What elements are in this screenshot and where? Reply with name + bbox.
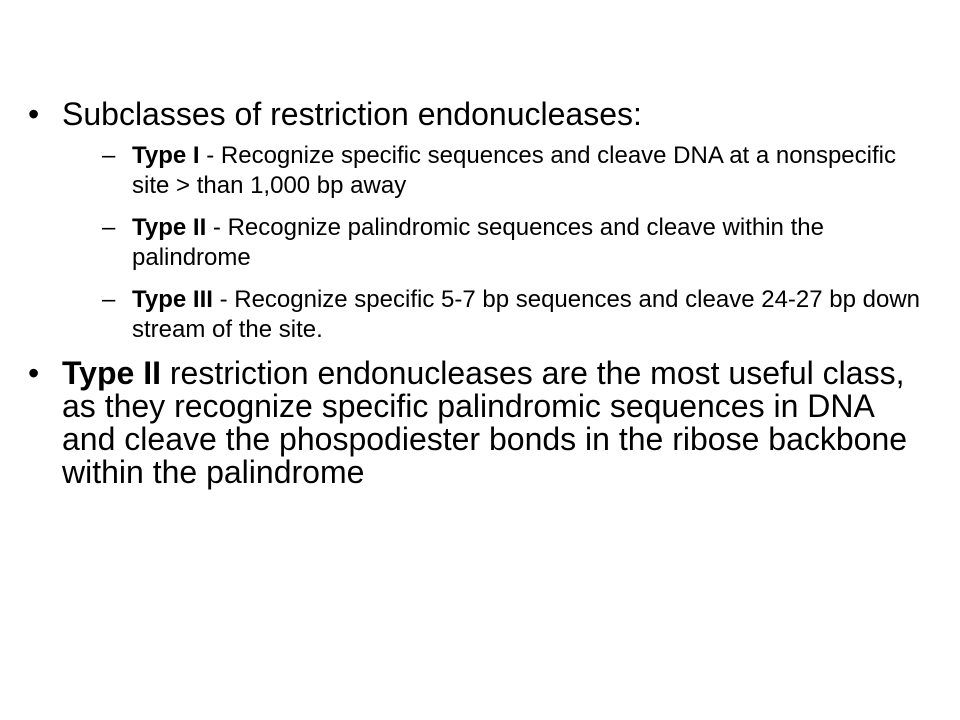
subitem-type-label: Type II: [132, 214, 207, 241]
bullet-text: [62, 357, 928, 489]
bullet-text: Subclasses of restriction endonucleases:: [62, 96, 642, 132]
bullet-subclasses: [28, 98, 928, 131]
dash-marker: –: [102, 142, 116, 169]
subitem-description: - Recognize specific 5-7 bp sequences and cleave 24-27 bp down stream of the site.: [132, 286, 921, 343]
subitem-description: - Recognize specific sequences and cleave DNA at a nonspecific site > than 1,000 bp away: [132, 142, 896, 199]
bullet-body: restriction endonucleases are the most useful class, as they recognize specific palindromic sequences in DNA and cleave the phospodiester bonds in the ribose backbone within the palindrome: [62, 355, 908, 490]
subitem-text: [132, 141, 928, 201]
bullet-type-ii-usefulness: [28, 357, 928, 489]
subitem-type-iii: [102, 285, 928, 345]
subitem-description: - Recognize palindromic sequences and cleave within the palindrome: [132, 214, 824, 271]
subitem-text: [132, 213, 928, 273]
bullet-bold-label: Type II: [62, 355, 161, 391]
subitem-type-label: Type III: [132, 286, 213, 313]
subitem-type-i: [102, 141, 928, 201]
dash-marker: –: [102, 214, 116, 241]
subitem-text: [132, 285, 928, 345]
bullet-marker: •: [28, 355, 40, 391]
dash-marker: –: [102, 286, 116, 313]
subclass-list: [102, 141, 928, 345]
slide-content: [28, 98, 928, 489]
subitem-type-ii: [102, 213, 928, 273]
bullet-marker: •: [28, 96, 40, 132]
subitem-type-label: Type I: [132, 142, 200, 169]
